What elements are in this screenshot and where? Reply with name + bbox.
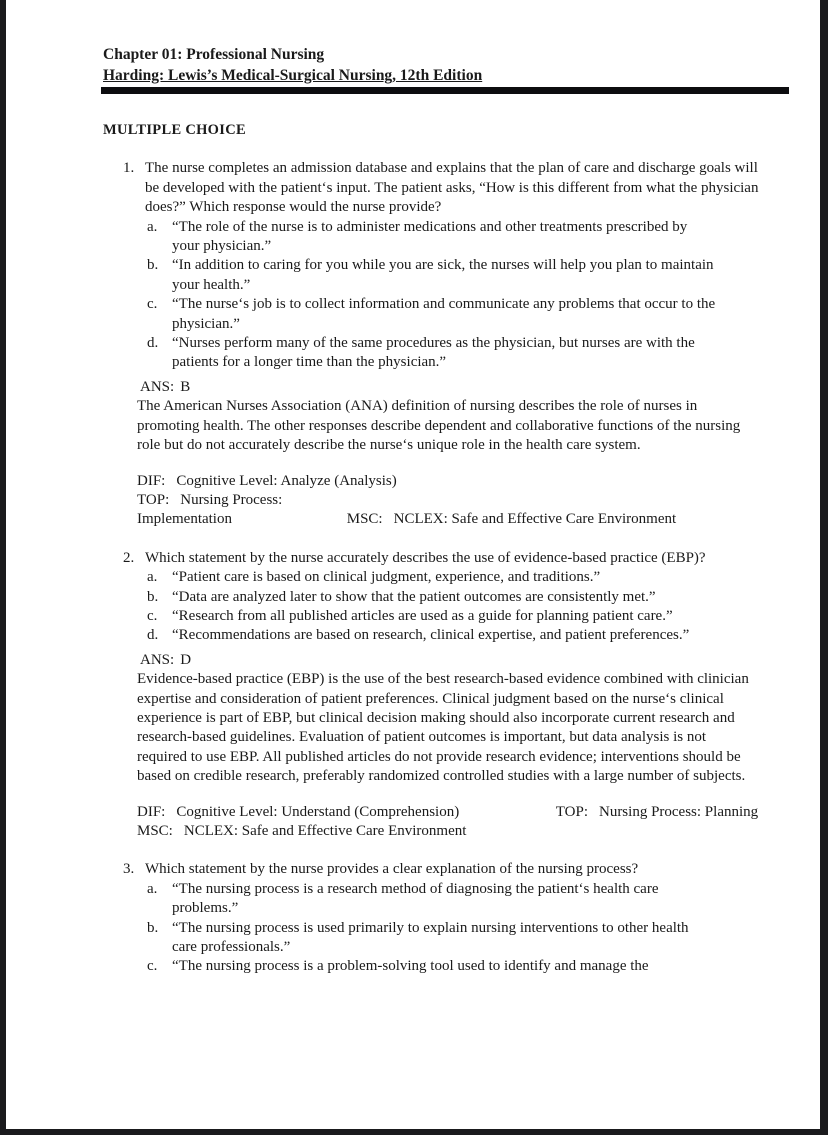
option-text: “The nursing process is a research method of diagnosing the patient‘s health care problems.”	[172, 880, 659, 917]
option-text: “Patient care is based on clinical judgment, experience, and traditions.”	[172, 569, 601, 586]
answer-label: ANS:	[140, 378, 175, 395]
question-stem: Which statement by the nurse provides a clear explanation of the nursing process?	[145, 861, 639, 878]
option-row-b	[145, 919, 771, 958]
question-body	[145, 860, 771, 976]
meta-block	[137, 803, 771, 842]
option-row-d	[145, 334, 771, 373]
question-row	[123, 549, 771, 646]
doc-header	[103, 44, 771, 94]
question-body	[145, 159, 771, 372]
option-letter: d.	[147, 627, 159, 644]
answer-label: ANS:	[140, 651, 175, 668]
rationale-text: The American Nurses Association (ANA) definition of nursing describes the role of nurses in promoting health. The other responses describe dependent and collaborative functions of the nursing role but do not accurately describe the nurse‘s unique role in the health care system.	[137, 398, 741, 454]
question-number: 1.	[123, 160, 135, 177]
option-letter: c.	[147, 296, 158, 313]
option-letter: b.	[147, 257, 159, 274]
meta-value: Nursing Process: Implementation	[137, 491, 283, 528]
meta-label: MSC:	[137, 823, 173, 839]
question-row	[123, 860, 771, 976]
meta-value: NCLEX: Safe and Effective Care Environment	[393, 511, 677, 528]
meta-value: Nursing Process: Planning	[598, 803, 759, 820]
meta-dif	[137, 472, 397, 491]
option-row-d	[145, 626, 771, 645]
option-row-b	[145, 588, 771, 607]
option-letter: d.	[147, 335, 159, 352]
meta-label: DIF:	[137, 472, 166, 489]
meta-row	[137, 803, 771, 822]
meta-row	[137, 491, 771, 530]
meta-block	[137, 472, 771, 530]
meta-value: Cognitive Level: Understand (Comprehension)	[176, 803, 460, 820]
meta-value: Cognitive Level: Analyze (Analysis)	[176, 472, 397, 489]
option-text: “The nursing process is used primarily to explain nursing interventions to other health care professionals.”	[172, 919, 689, 956]
option-text: “Data are analyzed later to show that the patient outcomes are consistently met.”	[172, 588, 656, 605]
meta-value: NCLEX: Safe and Effective Care Environment	[183, 823, 467, 839]
document-page	[6, 0, 820, 1129]
question-item-2	[103, 549, 771, 842]
option-row-c	[145, 295, 771, 334]
option-letter: a.	[147, 218, 158, 235]
page-content	[103, 0, 771, 977]
meta-label: TOP:	[137, 491, 170, 508]
answer-block	[137, 651, 771, 787]
question-body	[145, 549, 771, 646]
answer-block	[137, 378, 771, 456]
option-text: “The role of the nurse is to administer medications and other treatments prescribed by your physician.”	[172, 218, 688, 255]
question-number: 2.	[123, 549, 135, 566]
header-rule	[101, 87, 789, 94]
option-row-a	[145, 880, 771, 919]
question-stem: Which statement by the nurse accurately describes the use of evidence-based practice (EBP)?	[145, 549, 706, 566]
option-text: “In addition to caring for you while you are sick, the nurses will help you plan to maintain your health.”	[172, 257, 714, 293]
meta-dif	[137, 803, 552, 822]
question-item-3	[103, 860, 771, 976]
option-letter: a.	[147, 880, 158, 897]
option-row-c	[145, 607, 771, 626]
option-text: “Recommendations are based on research, clinical expertise, and patient preferences.”	[172, 627, 690, 644]
option-row-a	[145, 218, 771, 257]
option-text: “Nurses perform many of the same procedures as the physician, but nurses are with the patients for a longer time than the physician.”	[172, 335, 695, 371]
meta-label: MSC:	[346, 511, 383, 528]
option-text: “The nursing process is a problem-solving tool used to identify and manage the	[172, 958, 649, 975]
rationale-text: Evidence-based practice (EBP) is the use of the best research-based evidence combined with clinician expertise and consideration of patient preferences. Clinical judgment based on the nurse‘s clinical experience is part of EBP, but clinical decision making should also incorporate current research and research-based guidelines. Evaluation of patient outcomes is important, but data analysis is not required to use EBP. All published articles do not provide research evidence; interventions should be based on credible research, preferably randomized controlled studies with a large number of subjects.	[137, 671, 749, 785]
meta-msc	[347, 510, 676, 529]
meta-row	[137, 472, 771, 491]
book-title: Harding: Lewis’s Medical-Surgical Nursing, 12th Edition	[103, 67, 483, 84]
option-letter: c.	[147, 607, 158, 624]
option-text: “The nurse‘s job is to collect information and communicate any problems that occur to the physician.”	[172, 296, 716, 332]
answer-line	[137, 651, 771, 670]
meta-msc	[137, 822, 466, 841]
question-row	[123, 159, 771, 372]
option-letter: b.	[147, 919, 159, 936]
option-row-b	[145, 256, 771, 295]
option-text: “Research from all published articles are used as a guide for planning patient care.”	[172, 607, 673, 624]
question-item-1	[103, 159, 771, 529]
option-letter: b.	[147, 588, 159, 605]
meta-label: DIF:	[137, 803, 166, 820]
option-row-c	[145, 957, 771, 976]
meta-top	[137, 491, 343, 530]
section-title: MULTIPLE CHOICE	[103, 122, 246, 138]
answer-value: D	[180, 651, 192, 668]
answer-value: B	[180, 378, 191, 395]
option-row-a	[145, 568, 771, 587]
meta-row	[137, 822, 771, 841]
question-number: 3.	[123, 861, 135, 878]
answer-line	[137, 378, 771, 397]
question-stem: The nurse completes an admission database and explains that the plan of care and discharge goals will be developed with the patient‘s input. The patient asks, “How is this different from what the physician does?” Which response would the nurse provide?	[145, 160, 759, 216]
option-letter: c.	[147, 958, 158, 975]
meta-top	[556, 803, 758, 822]
chapter-title: Chapter 01: Professional Nursing	[103, 46, 325, 63]
option-letter: a.	[147, 569, 158, 586]
meta-label: TOP:	[555, 803, 588, 820]
